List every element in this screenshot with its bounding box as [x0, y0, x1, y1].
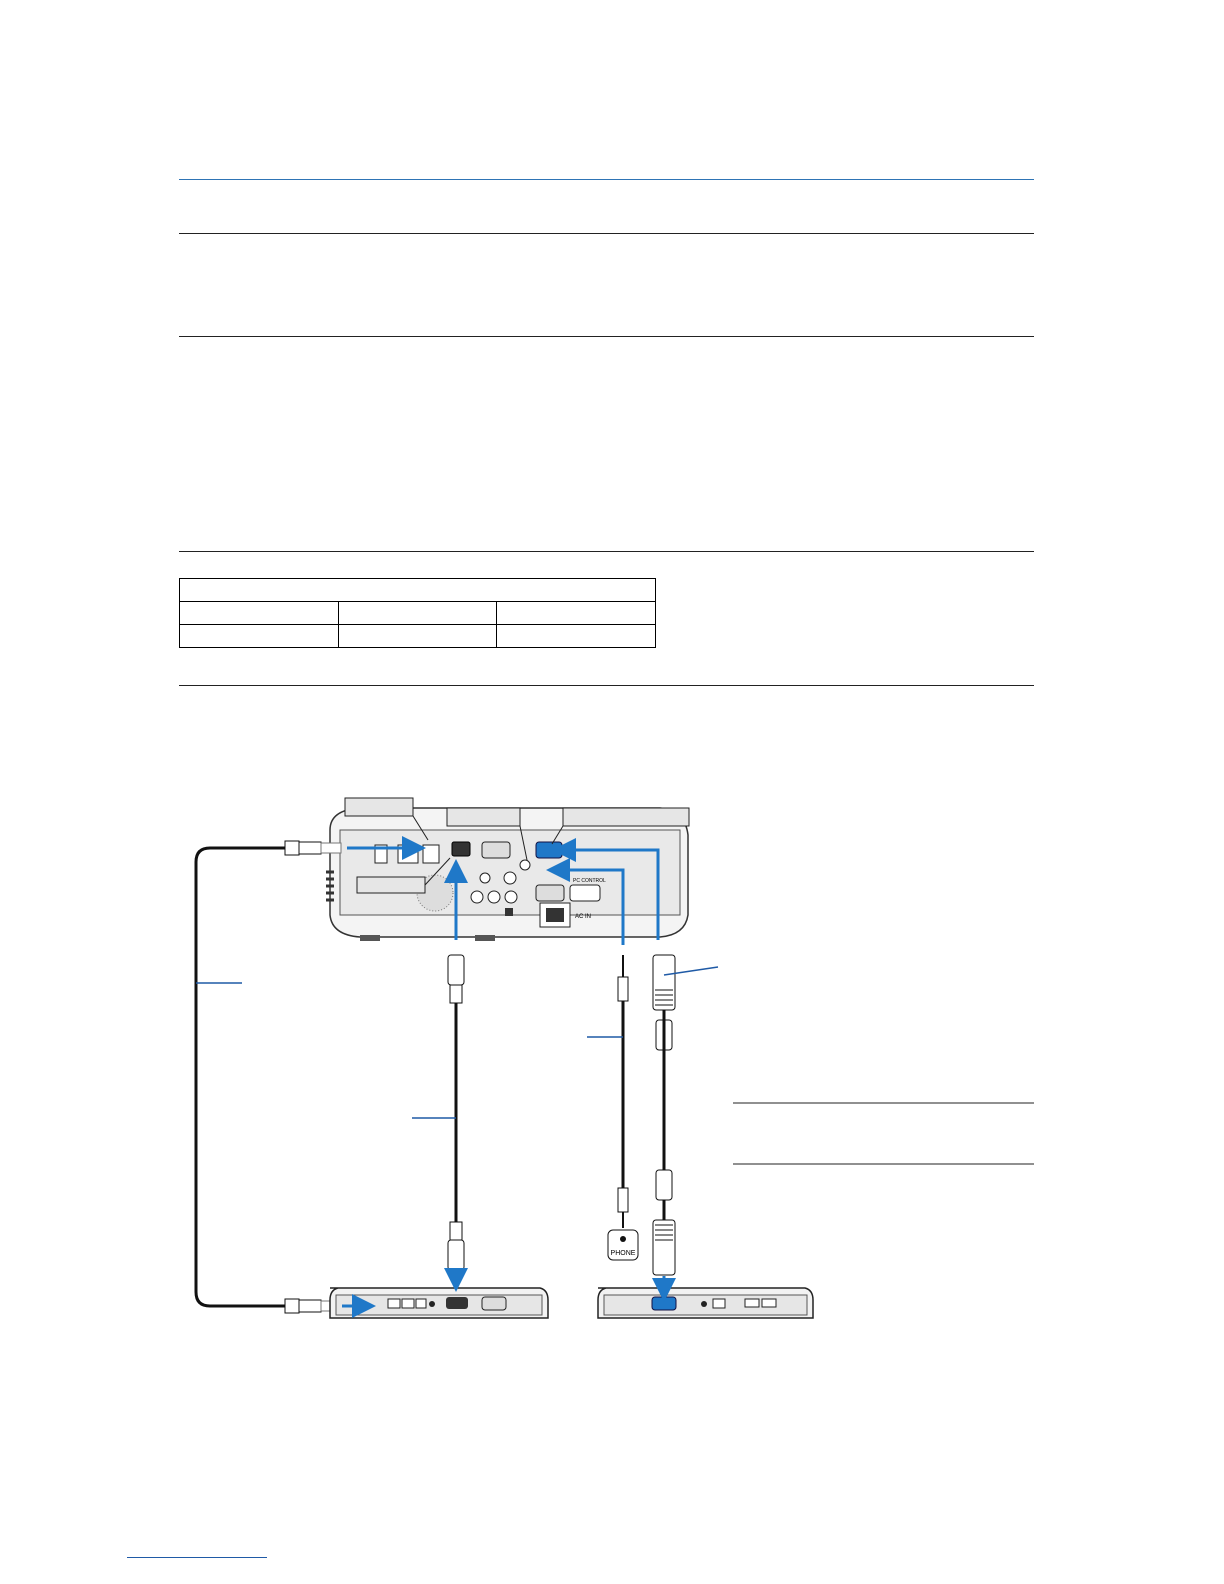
vga-cable-icon: [653, 955, 718, 1275]
laptop-left-icon: [330, 1288, 548, 1318]
laptop-right-icon: [598, 1288, 813, 1318]
projector-rear-panel-icon: [326, 798, 689, 941]
table-row: [180, 625, 656, 648]
table-cell: [497, 602, 656, 625]
usb-cable-icon: [196, 841, 341, 1313]
audio-mini-plug-cable-icon: [587, 955, 638, 1260]
section-rule-4: [179, 685, 1034, 686]
table-row: [180, 579, 656, 602]
hdmi-cable-icon: [412, 955, 464, 1270]
footer-rule: [127, 1557, 267, 1558]
table-row: [180, 602, 656, 625]
table-cell: [338, 602, 497, 625]
section-rule-3: [179, 551, 1034, 552]
table-cell: [338, 625, 497, 648]
connection-diagram: [180, 790, 1040, 1350]
spec-table: [179, 578, 656, 648]
table-cell: [180, 579, 656, 602]
section-rule-1: [179, 233, 1034, 234]
header-rule: [179, 179, 1034, 180]
table-cell: [180, 602, 339, 625]
phone-label: PHONE: [610, 1250, 636, 1257]
pc-control-label: PC CONTROL: [573, 878, 606, 884]
table-cell: [180, 625, 339, 648]
ac-in-label: AC IN: [575, 914, 592, 920]
table-cell: [497, 625, 656, 648]
section-rule-2: [179, 336, 1034, 337]
